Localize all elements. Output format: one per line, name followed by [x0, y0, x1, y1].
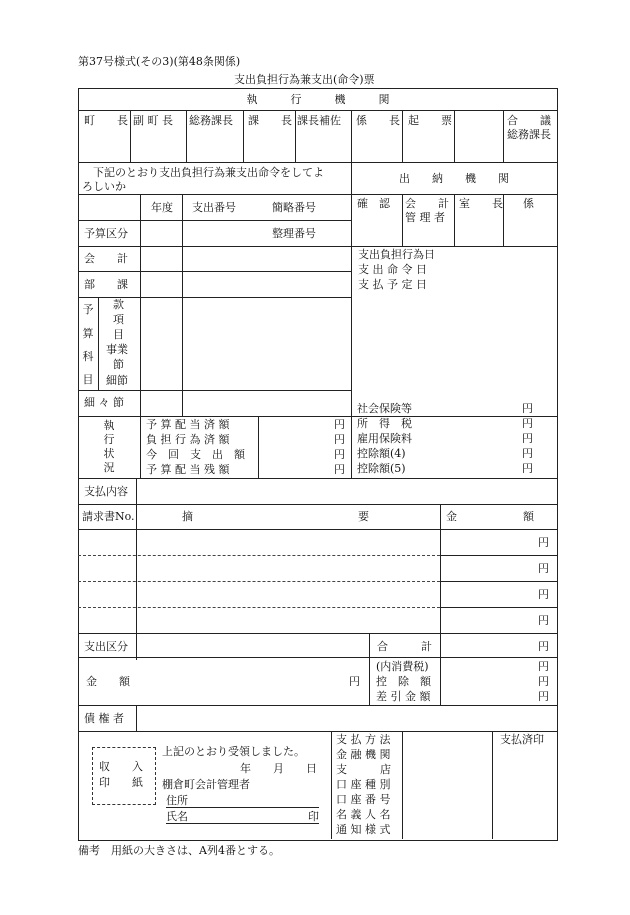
exec-row-3: 今 回 支 出 額: [146, 448, 245, 461]
role-assistant-chief: 課長補佐: [297, 114, 341, 127]
arrangement-number: 整理番号: [272, 227, 316, 240]
deduction-unit: 円: [538, 675, 549, 688]
row3-unit: 円: [538, 588, 549, 601]
accounting-title: 出 納 機 関: [399, 172, 509, 185]
net-unit: 円: [538, 690, 549, 703]
deduction-income-tax: 所 得 税: [357, 417, 412, 430]
deduction-unit-4: 円: [522, 447, 533, 460]
bank-notice: 通 知 様 式: [336, 823, 391, 836]
deduction-4: 控除額(4): [357, 447, 406, 460]
row4-unit: 円: [538, 614, 549, 627]
budget-class: 予算区分: [84, 227, 128, 240]
row2-unit: 円: [538, 562, 549, 575]
yosan-4: 目: [82, 373, 94, 386]
bank-method: 支 払 方 法: [336, 733, 391, 746]
role-drafter: 起 票: [408, 114, 452, 127]
col-description: 摘 要: [182, 510, 369, 523]
stamp-text-1: 収 入: [99, 760, 143, 773]
deduction-unit-2: 円: [522, 417, 533, 430]
deduction-unit-1: 円: [522, 402, 533, 415]
receipt-address: 住所: [166, 794, 188, 807]
acc-confirm: 確 認: [357, 197, 390, 210]
receipt-name: 氏名: [166, 810, 188, 823]
deduction-5: 控除額(5): [357, 462, 406, 475]
exec-row-1: 予 算 配 当 済 額: [146, 418, 230, 431]
acc-staff: 係: [523, 197, 534, 210]
form-number: 第37号様式(その3)(第48条関係): [78, 55, 241, 68]
request-text-2: ろしいか: [82, 180, 126, 193]
amount-label: 金 額: [86, 675, 130, 688]
acc-kaikei: 会 計: [405, 197, 449, 210]
bank-account-type: 口 座 種 別: [336, 778, 391, 791]
footer-note: 備考 用紙の大きさは、A列4番とする。: [78, 844, 280, 857]
account-label: 会 計: [84, 252, 128, 265]
paid-stamp-label: 支払済印: [500, 733, 544, 746]
executive-title: 執 行 機 関: [246, 93, 390, 106]
consult-general-affairs: 総務課長: [507, 128, 551, 141]
role-section-chief: 課 長: [248, 114, 292, 127]
amount-unit: 円: [349, 675, 360, 688]
exec-row-4: 予 算 配 当 残 額: [146, 463, 230, 476]
bank-account-no: 口 座 番 号: [336, 793, 391, 806]
deduction-unit-5: 円: [522, 462, 533, 475]
col-invoice-no: 請求書No.: [82, 510, 135, 523]
deduction-employment: 雇用保険料: [357, 432, 412, 445]
kan-2: 項: [113, 313, 124, 326]
kan-3: 目: [113, 328, 124, 341]
deduction-unit-3: 円: [522, 432, 533, 445]
deduction-label: 控 除 額: [376, 675, 431, 688]
total-label: 合 計: [377, 640, 432, 653]
request-text-1: 下記のとおり支出負担行為兼支出命令をしてよ: [82, 166, 324, 179]
receipt-text: 上記のとおり受領しました。: [162, 745, 305, 758]
exec-2: 行: [103, 433, 115, 446]
acc-manager: 管 理 者: [405, 211, 445, 224]
tax-unit: 円: [538, 660, 549, 673]
date-commitment: 支出負担行為日: [358, 248, 435, 261]
exec-row-2: 負 担 行 為 済 額: [146, 433, 230, 446]
date-payment-plan: 支 払 予 定 日: [358, 278, 427, 291]
exec-1: 執: [103, 419, 115, 432]
dept-label: 部 課: [84, 278, 128, 291]
bank-branch: 支 店: [336, 763, 391, 776]
creditor-label: 債 権 者: [84, 712, 124, 725]
date-order: 支 出 命 令 日: [358, 263, 427, 276]
payment-content-label: 支払内容: [84, 485, 128, 498]
col-amount: 金 額: [446, 510, 534, 523]
exec-4: 況: [103, 461, 115, 474]
receipt-to: 棚倉町会計管理者: [162, 778, 250, 791]
deduction-social: 社会保険等: [357, 402, 412, 415]
saisetsu-label: 細 々 節: [84, 396, 124, 409]
kan-6: 細節: [106, 374, 128, 387]
exec-3: 状: [103, 447, 115, 460]
role-unit-chief: 係 長: [356, 114, 400, 127]
payment-class-label: 支出区分: [84, 640, 128, 653]
exec-unit-2: 円: [334, 433, 345, 446]
kan-1: 款: [113, 298, 124, 311]
bank-holder: 名 義 人 名: [336, 808, 391, 821]
receipt-seal: 印: [308, 810, 319, 823]
net-label: 差 引 金 額: [376, 690, 431, 703]
budget-year: 年度: [151, 201, 173, 214]
role-mayor: 町 長: [84, 114, 128, 127]
row1-unit: 円: [538, 536, 549, 549]
abbr-number: 簡略番号: [272, 201, 316, 214]
yosan-2: 算: [82, 327, 94, 340]
receipt-date: 年 月 日: [240, 762, 317, 775]
exec-unit-1: 円: [334, 418, 345, 431]
tax-label: (内消費税): [376, 660, 429, 673]
consult-label: 合 議: [507, 114, 551, 127]
role-general-affairs-chief: 総務課長: [189, 114, 233, 127]
form-title: 支出負担行為兼支出(命令)票: [234, 73, 375, 86]
stamp-text-2: 印 紙: [99, 776, 143, 789]
payment-number: 支出番号: [192, 201, 236, 214]
role-deputy-mayor: 副 町 長: [133, 114, 173, 127]
yosan-3: 科: [82, 350, 94, 363]
kan-5: 節: [113, 358, 124, 371]
total-unit: 円: [538, 640, 549, 653]
acc-room-chief: 室 長: [459, 197, 503, 210]
exec-unit-3: 円: [334, 448, 345, 461]
yosan-1: 予: [82, 303, 94, 316]
kan-4: 事業: [106, 343, 128, 356]
exec-unit-4: 円: [334, 463, 345, 476]
bank-institution: 金 融 機 関: [336, 748, 391, 761]
